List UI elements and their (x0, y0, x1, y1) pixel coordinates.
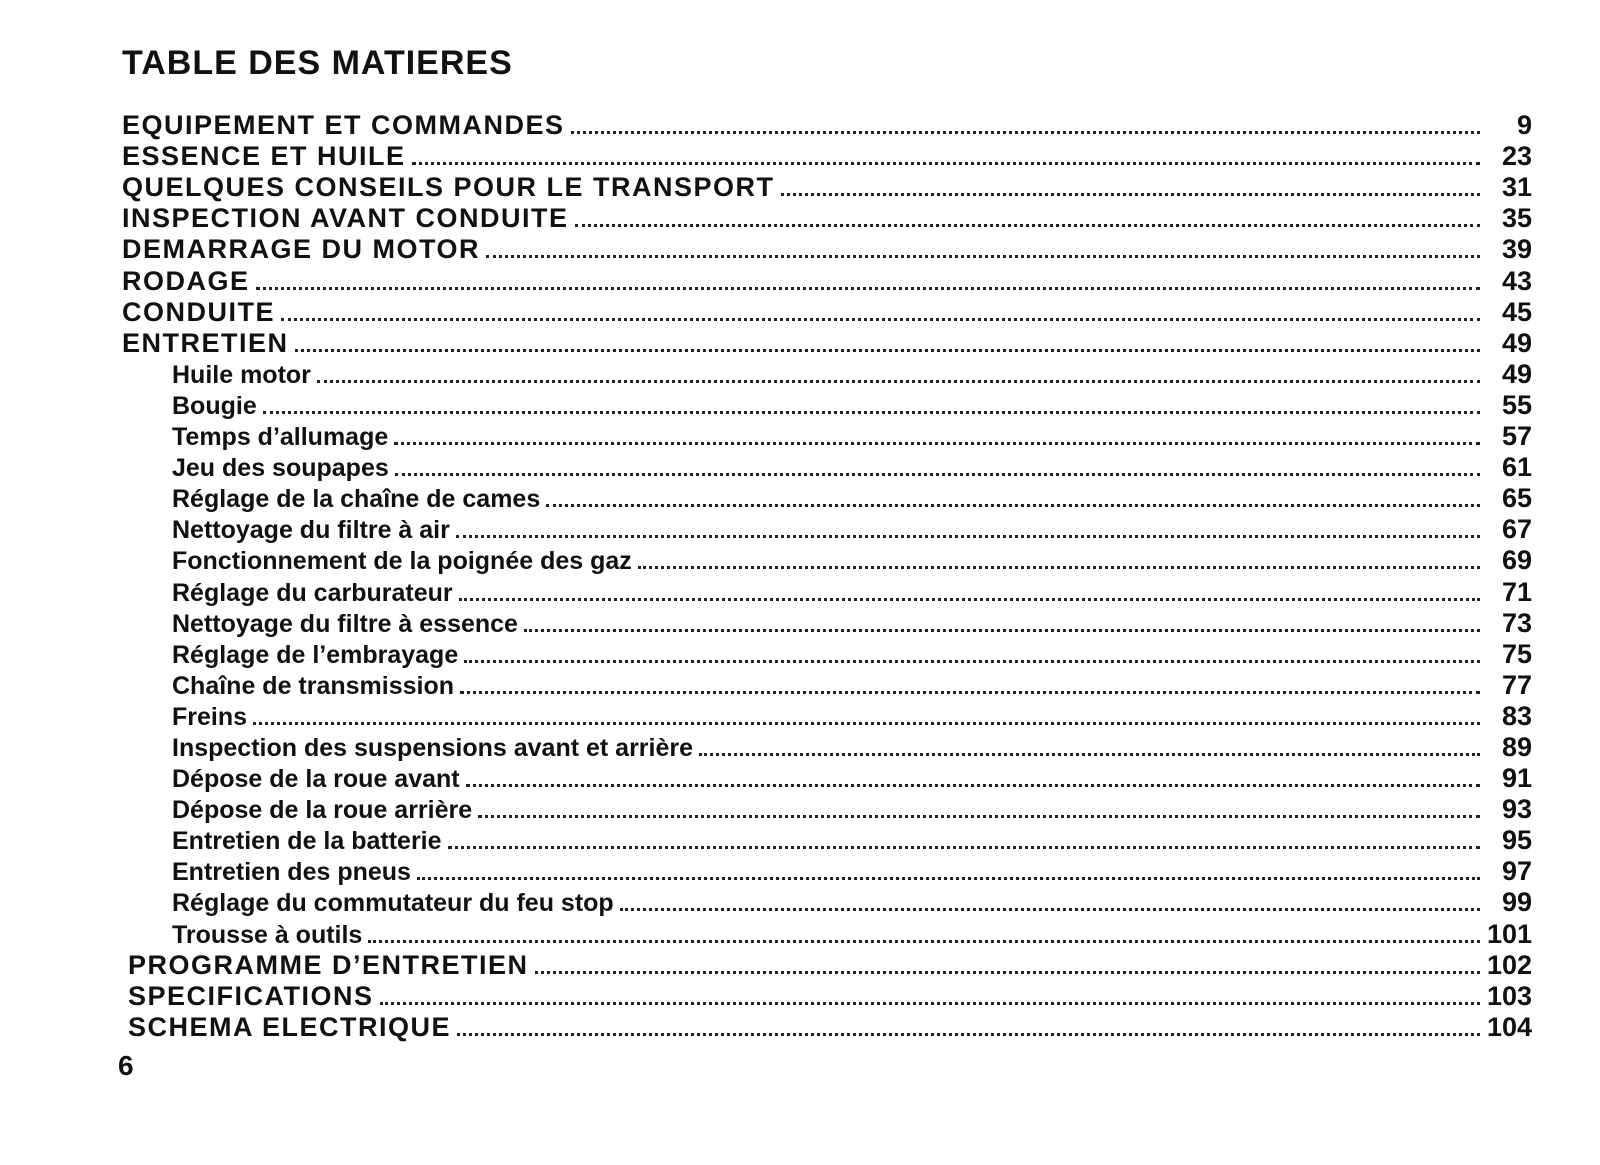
toc-entry (122, 858, 1532, 889)
dot-leader (295, 349, 1480, 352)
toc-entry-page: 67 (1501, 514, 1532, 545)
toc-entry-page: 55 (1501, 389, 1532, 420)
toc-entry-label: ENTRETIEN (122, 327, 289, 358)
dot-leader (546, 504, 1480, 507)
dot-leader (456, 535, 1480, 538)
toc-entry-page: 57 (1501, 421, 1532, 452)
dot-leader (638, 566, 1480, 569)
toc-entry-label: Temps d’allumage (172, 423, 389, 452)
toc-entry-label: ESSENCE ET HUILE (122, 141, 406, 172)
toc-entry-label: QUELQUES CONSEILS POUR LE TRANSPORT (122, 172, 775, 203)
toc-entry-page: 65 (1501, 483, 1532, 514)
page-title: TABLE DES MATIERES (122, 44, 513, 82)
dot-leader (412, 162, 1480, 165)
toc-entry (122, 669, 1532, 703)
toc-entry (122, 296, 1532, 330)
dot-leader (395, 473, 1480, 476)
toc-entry-page: 45 (1501, 296, 1532, 327)
toc-entry-page: 69 (1501, 545, 1532, 576)
toc-entry-label: Jeu des soupapes (172, 454, 389, 483)
dot-leader (781, 193, 1480, 196)
toc-entry (122, 889, 1532, 920)
dot-leader (448, 846, 1480, 849)
dot-leader (263, 411, 1480, 414)
toc-entry-label: Réglage du carburateur (172, 578, 453, 607)
toc-entry (122, 827, 1532, 858)
toc-entry-page: 95 (1501, 825, 1532, 856)
dot-leader (571, 131, 1480, 134)
toc-entry (122, 143, 1532, 174)
toc-entry-page: 39 (1501, 234, 1532, 265)
toc-entry (122, 205, 1532, 236)
toc-entry (122, 389, 1532, 423)
toc-entry-label: Dépose de la roue arrière (172, 796, 473, 825)
toc-entry-label: Réglage du commutateur du feu stop (172, 889, 614, 918)
toc-entry-label: Entretien de la batterie (172, 827, 442, 856)
toc-entry-label: Inspection des suspensions avant et arrière (172, 733, 694, 762)
dot-leader (464, 660, 1480, 663)
toc-entry-page: 93 (1501, 794, 1532, 825)
toc-entry-label: SCHEMA ELECTRIQUE (128, 1011, 452, 1042)
toc-entry-page: 9 (1516, 110, 1532, 141)
toc-entry-label: Bougie (172, 391, 257, 420)
toc-entry-label: INSPECTION AVANT CONDUITE (122, 203, 569, 234)
toc-entry-label: DEMARRAGE DU MOTOR (122, 234, 481, 265)
toc-entry-label: CONDUITE (122, 296, 275, 327)
toc-entry (122, 1011, 1532, 1045)
toc-entry-label: PROGRAMME D’ENTRETIEN (128, 949, 529, 980)
toc-entry (122, 765, 1532, 796)
toc-entry-label: SPECIFICATIONS (128, 980, 374, 1011)
toc-entry-page: 104 (1486, 1011, 1532, 1042)
toc-entry-label: RODAGE (122, 265, 250, 296)
toc-entry (122, 547, 1532, 578)
dot-leader (486, 255, 1480, 258)
toc-entry-page: 103 (1486, 980, 1532, 1011)
toc-entry-label: Fonctionnement de la poignée des gaz (172, 547, 632, 576)
toc-entry-page: 73 (1501, 607, 1532, 638)
toc-entry-label: Trousse à outils (172, 920, 363, 949)
toc-entry-page: 43 (1501, 265, 1532, 296)
toc-entry-page: 71 (1501, 576, 1532, 607)
toc-entry-page: 23 (1501, 141, 1532, 172)
toc-entry-label: Huile motor (172, 360, 311, 389)
toc-entry-label: Nettoyage du filtre à essence (172, 609, 518, 638)
toc-entry-page: 83 (1501, 700, 1532, 731)
toc-entry-page: 102 (1486, 949, 1532, 980)
toc-entry-page: 61 (1501, 452, 1532, 483)
toc-entry (122, 485, 1532, 516)
dot-leader (459, 598, 1480, 601)
toc-entry (122, 578, 1532, 609)
toc-entry-page: 101 (1486, 918, 1532, 949)
toc-entry-label: Nettoyage du filtre à air (172, 516, 450, 545)
dot-leader (368, 940, 1480, 943)
toc-entry (122, 174, 1532, 205)
page-number: 6 (118, 1050, 134, 1081)
toc-entry-label: EQUIPEMENT ET COMMANDES (122, 110, 565, 141)
toc-entry (122, 236, 1532, 267)
toc-entry (122, 920, 1532, 951)
toc-entry (122, 980, 1532, 1014)
toc-entry-page: 77 (1501, 669, 1532, 700)
toc-entry-page: 49 (1501, 327, 1532, 358)
dot-leader (524, 629, 1480, 632)
toc-entry (122, 454, 1532, 485)
toc-entry-page: 35 (1501, 203, 1532, 234)
dot-leader (457, 1033, 1480, 1036)
dot-leader (478, 815, 1480, 818)
toc-entry-page: 31 (1501, 172, 1532, 203)
toc-entry-page: 99 (1501, 887, 1532, 918)
toc-entry-label: Dépose de la roue avant (172, 765, 460, 794)
table-of-contents (122, 112, 1532, 1045)
toc-entry (122, 112, 1532, 143)
dot-leader (253, 722, 1480, 725)
dot-leader (535, 971, 1480, 974)
toc-entry (122, 638, 1532, 672)
dot-leader (417, 877, 1480, 880)
dot-leader (466, 784, 1480, 787)
toc-entry-page: 91 (1501, 763, 1532, 794)
toc-entry (122, 358, 1532, 392)
dot-leader (380, 1002, 1480, 1005)
dot-leader (394, 442, 1480, 445)
toc-entry (122, 267, 1532, 298)
dot-leader (281, 318, 1480, 321)
toc-entry (122, 607, 1532, 641)
toc-entry (122, 516, 1532, 547)
toc-entry-page: 75 (1501, 638, 1532, 669)
toc-entry (122, 949, 1532, 983)
dot-leader (460, 691, 1480, 694)
toc-entry (122, 796, 1532, 827)
toc-entry (122, 700, 1532, 734)
toc-entry-page: 49 (1501, 358, 1532, 389)
toc-entry-label: Freins (172, 702, 248, 731)
toc-entry-label: Réglage de l’embrayage (172, 640, 459, 669)
toc-entry-label: Réglage de la chaîne de cames (172, 485, 541, 514)
dot-leader (699, 753, 1480, 756)
dot-leader (575, 224, 1480, 227)
dot-leader (317, 380, 1480, 383)
toc-entry-page: 97 (1501, 856, 1532, 887)
dot-leader (620, 908, 1480, 911)
toc-entry (122, 731, 1532, 765)
toc-entry (122, 423, 1532, 454)
dot-leader (256, 287, 1480, 290)
toc-entry-label: Entretien des pneus (172, 858, 411, 887)
toc-entry (122, 327, 1532, 361)
toc-entry-label: Chaîne de transmission (172, 671, 455, 700)
toc-entry-page: 89 (1501, 731, 1532, 762)
